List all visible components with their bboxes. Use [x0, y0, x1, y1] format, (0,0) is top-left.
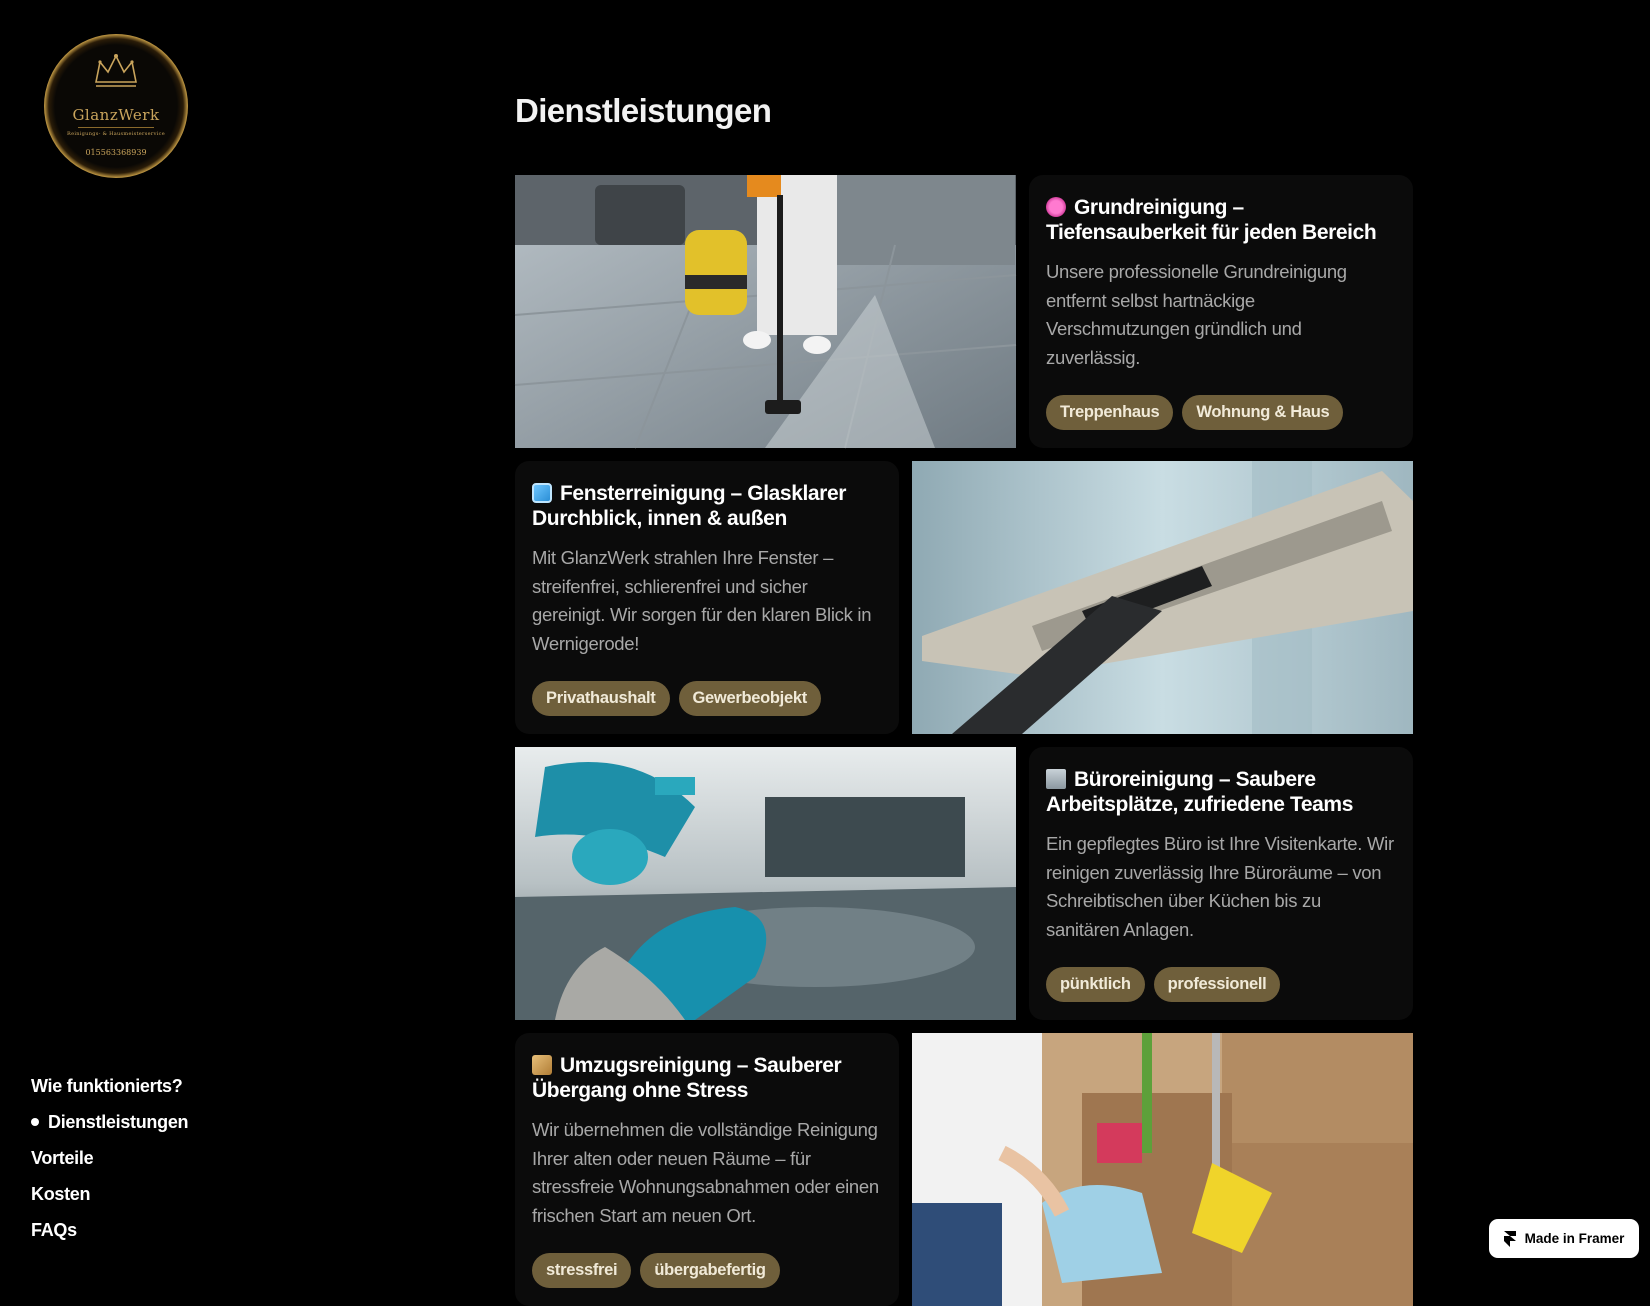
service-title — [1046, 195, 1396, 245]
nav-item-label: FAQs — [31, 1219, 77, 1240]
service-description: Unsere professionelle Grundreinigung entfernt selbst hartnäckige Verschmutzungen gründlich und zuverlässig. — [1046, 261, 1347, 368]
tag: übergabefertig — [640, 1253, 779, 1288]
section-title: Dienstleistungen — [515, 92, 772, 129]
service-title — [532, 481, 882, 531]
logo[interactable] — [44, 34, 188, 178]
service-title-text: Fensterreinigung – Glasklarer Durchblick, innen & außen — [532, 482, 847, 530]
logo-subtitle: Reinigungs- & Hausmeisterservice — [67, 131, 165, 137]
tag: Gewerbeobjekt — [679, 681, 821, 716]
crown-icon — [90, 52, 142, 92]
logo-name: GlanzWerk — [72, 106, 160, 124]
office-building-icon — [1046, 769, 1066, 789]
service-description: Ein gepflegtes Büro ist Ihre Visitenkarte. Wir reinigen zuverlässig Ihre Büroräume – von Schreibtischen über Küchen bis zu sanitären Anlagen. — [1046, 833, 1394, 940]
nav-item-label: Vorteile — [31, 1147, 94, 1168]
service-title-text: Umzugsreinigung – Sauberer Übergang ohne Stress — [532, 1054, 842, 1102]
service-card-bueroreinigung[interactable] — [1029, 747, 1413, 1020]
package-icon — [532, 1055, 552, 1075]
tag: stressfrei — [532, 1253, 631, 1288]
logo-phone: 015563368939 — [85, 148, 147, 157]
made-in-framer-label: Made in Framer — [1524, 1231, 1625, 1246]
nav-item-dienstleistungen[interactable] — [31, 1104, 188, 1140]
nav-item-label: Dienstleistungen — [48, 1111, 189, 1132]
tag: pünktlich — [1046, 967, 1145, 1002]
service-title-text: Grundreinigung – Tiefensauberkeit für jeden Bereich — [1046, 196, 1377, 244]
sponge-icon — [1046, 197, 1066, 217]
active-dot-icon — [31, 1118, 39, 1126]
nav-item-wie-funktionierts[interactable] — [31, 1068, 188, 1104]
service-card-fensterreinigung[interactable] — [515, 461, 899, 734]
nav-item-vorteile[interactable] — [31, 1140, 188, 1176]
tag: professionell — [1154, 967, 1281, 1002]
service-card-grundreinigung[interactable] — [1029, 175, 1413, 448]
nav-item-faqs[interactable] — [31, 1212, 188, 1248]
made-in-framer-badge[interactable] — [1489, 1219, 1639, 1258]
service-image-bueroreinigung — [515, 747, 1016, 1020]
service-title — [1046, 767, 1396, 817]
service-title — [532, 1053, 882, 1103]
framer-logo-icon — [1504, 1231, 1516, 1247]
tag-list — [1046, 395, 1343, 430]
service-card-umzugsreinigung[interactable] — [515, 1033, 899, 1306]
nav-item-kosten[interactable] — [31, 1176, 188, 1212]
tag-list — [532, 1253, 780, 1288]
service-image-umzugsreinigung — [912, 1033, 1413, 1306]
tag: Treppenhaus — [1046, 395, 1173, 430]
service-image-grundreinigung — [515, 175, 1016, 448]
service-description: Mit GlanzWerk strahlen Ihre Fenster – streifenfrei, schlierenfrei und sicher gereinigt. Wir sorgen für den klaren Blick in Wernigerode! — [532, 547, 872, 654]
side-navigation — [31, 1068, 188, 1248]
service-title-text: Büroreinigung – Saubere Arbeitsplätze, zufriedene Teams — [1046, 768, 1353, 816]
nav-item-label: Kosten — [31, 1183, 91, 1204]
nav-item-label: Wie funktionierts? — [31, 1075, 183, 1096]
tag: Wohnung & Haus — [1182, 395, 1343, 430]
service-image-fensterreinigung — [912, 461, 1413, 734]
tag-list — [1046, 967, 1280, 1002]
logo-divider — [78, 127, 154, 128]
tag: Privathaushalt — [532, 681, 670, 716]
service-description: Wir übernehmen die vollständige Reinigung Ihrer alten oder neuen Räume – für stressfreie Wohnungsabnahmen oder einen frischen Start am neuen Ort. — [532, 1119, 879, 1226]
window-icon — [532, 483, 552, 503]
tag-list — [532, 681, 821, 716]
